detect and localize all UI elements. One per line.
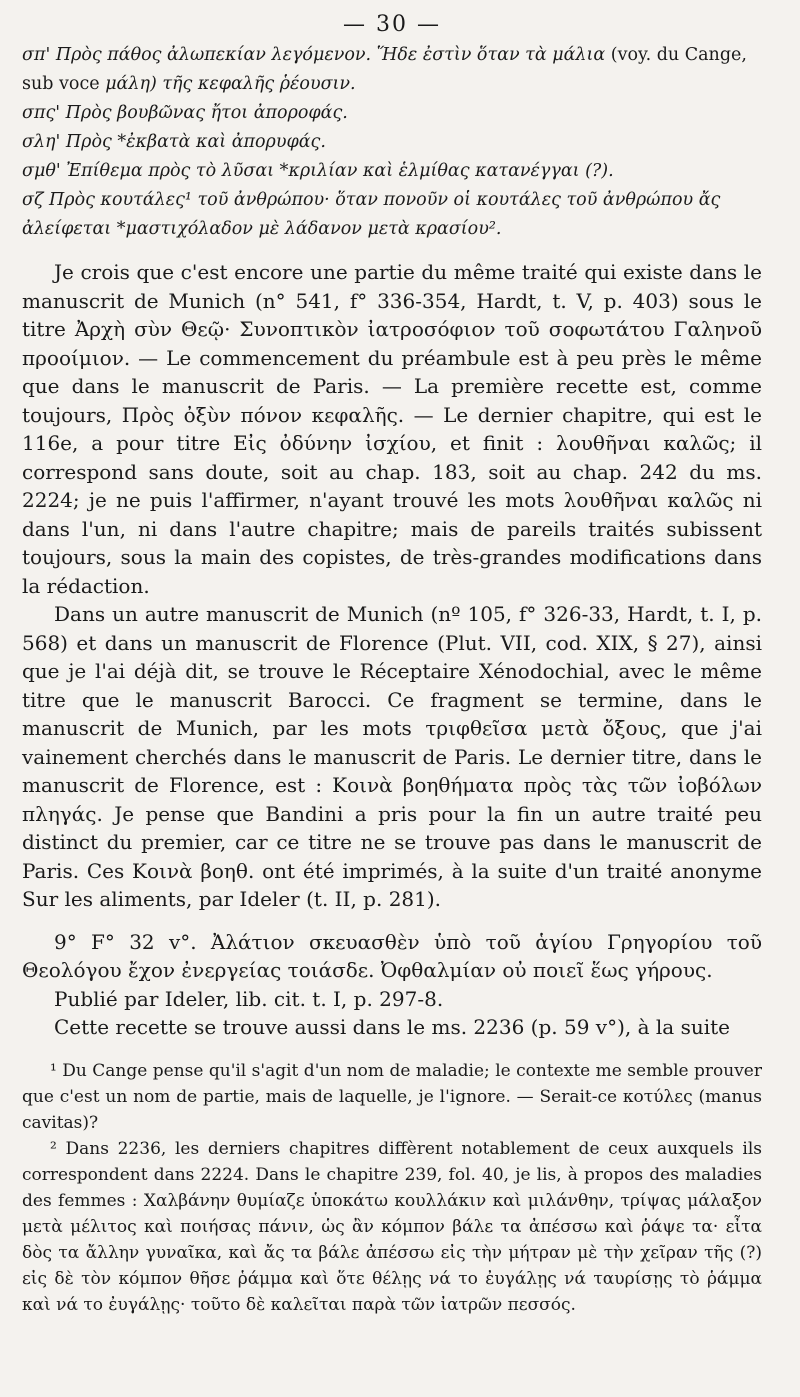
- entry-text: sub voce: [22, 74, 100, 94]
- entry-text: Πρὸς *ἐκβατὰ καὶ ἀπορυφάς.: [65, 132, 326, 152]
- entry-tail: (voy. du Cange,: [610, 45, 747, 65]
- entry-number: σλη': [22, 132, 61, 152]
- paragraph: 9° F° 32 v°. Ἀλάτιον σκευασθὲν ὑπὸ τοῦ ἁγίου Γρηγορίου τοῦ Θεολόγου ἔχον ἐνεργείας τοιάσδε. Ὀφθαλμίαν οὐ ποιεῖ ἕως γήρους.: [22, 929, 762, 982]
- entry-number: σμθ': [22, 161, 61, 181]
- recipe-entry: [22, 128, 762, 157]
- paragraph: Je crois que c'est encore une partie du même traité qui existe dans le manuscrit de Munich (n° 541, f° 336-354, Hardt, t. V, p. 403) sous le titre Ἀρχὴ σὺν Θεῷ· Συνοπτικὸν ἰατροσόφιον τοῦ σοφωτάτου Γαληνοῦ προοίμιον. — Le commencement du préambule est à peu près le même que dans le manuscrit de Paris. — La première recette est, comme toujours, Πρὸς ὀξὺν πόνον κεφαλῆς. — Le dernier chapitre, qui est le 116e, a pour titre Εἰς ὀδύνην ἰσχίου, et finit : λουθῆναι καλῶς; il correspond sans doute, soit au chap. 183, soit au chap. 242 du ms. 2224; je ne puis l'affirmer, n'ayant trouvé les mots λουθῆναι καλῶς ni dans l'un, ni dans l'autre chapitre; mais de pareils traités subissent toujours, sous la main des copistes, de très-grandes modifications dans la rédaction.: [22, 260, 762, 598]
- entry-text: Ἐπίθεμα πρὸς τὸ λῦσαι *κριλίαν καὶ ἑλμίθας κατανέγγαι (?).: [66, 161, 614, 181]
- recipe-entry: [22, 41, 762, 70]
- paragraph: Cette recette se trouve aussi dans le ms. 2236 (p. 59 v°), à la suite: [54, 1015, 730, 1039]
- entry-number: σπς': [22, 103, 61, 123]
- entry-tail: μάλη) τῆς κεφαλῆς ῥέουσιν.: [105, 74, 356, 94]
- entry-number: σπ': [22, 45, 51, 65]
- footnote: ² Dans 2236, les derniers chapitres diffèrent notablement de ceux auxquels ils correspondent dans 2224. Dans le chapitre 239, fol. 40, je lis, à propos des maladies des femmes : Χαλβάνην θυμίαζε ὑποκάτω κουλλάκιν καὶ μιλάνθην, τρίψας μάλαξον μετὰ μέλιτος καὶ ποιήσας πάνιν, ὡς ἂν κόμπον βάλε τα ἀπέσσω καὶ ῥάψε τα· εἶτα δὸς τα ἄλλην γυναῖκα, καὶ ἄς τα βάλε ἀπέσσω εἰς τὴν μήτραν μὲ τὴν χεῖραν τῆς (?) εἰς δὲ τὸν κόμπον θῆσε ῥάμμα καὶ ὅτε θέλῃς νά το ἐυγάλῃς νά ταυρίσῃς τὸ ῥάμμα καὶ νά το ἐυγάλῃς· τοῦτο δὲ καλεῖται παρὰ τῶν ἰατρῶν πεσσός.: [22, 1138, 762, 1315]
- footnote: ¹ Du Cange pense qu'il s'agit d'un nom de maladie; le contexte me semble prouver que c'est un nom de partie, mais de laquelle, je l'ignore. — Serait-ce κοτύλες (manus cavitas)?: [22, 1060, 762, 1133]
- page-number: — 30 —: [343, 12, 441, 37]
- paragraph: Publié par Ideler, lib. cit. t. I, p. 297-8.: [54, 986, 444, 1011]
- entry-text: Πρὸς πάθος ἀλωπεκίαν λεγόμενον. Ἥδε ἐστὶν ὅταν τὰ μάλια: [55, 45, 606, 65]
- footnotes: [22, 1058, 762, 1318]
- entry-number: σζ: [22, 190, 44, 210]
- recipe-entry: [22, 215, 762, 244]
- paragraph: Dans un autre manuscrit de Munich (nº 105, f° 326-33, Hardt, t. I, p. 568) et dans un manuscrit de Florence (Plut. VII, cod. XIX, § 27), ainsi que je l'ai déjà dit, se trouve le Réceptaire Xénodochial, avec le même titre que le manuscrit Barocci. Ce fragment se termine, dans le manuscrit de Munich, par les mots τριφθεῖσα μετὰ ὄξους, que j'ai vainement cherchés dans le manuscrit de Paris. Le dernier titre, dans le manuscrit de Florence, est : Κοινὰ βοηθήματα πρὸς τὰς τῶν ἰοβόλων πληγάς. Je pense que Bandini a pris pour la fin un autre traité peu distinct du premier, car ce titre ne se trouve pas dans le manuscrit de Paris. Ces Κοινὰ βοηθ. ont été imprimés, à la suite d'un traité anonyme Sur les aliments, par Ideler (t. II, p. 281).: [22, 602, 762, 911]
- entry-text: Πρὸς βουβῶνας ἤτοι ἀποροφάς.: [65, 103, 348, 123]
- recipe-entry: [22, 70, 762, 99]
- recipe-entry: [22, 99, 762, 128]
- recipe-entry: [22, 186, 762, 215]
- recipe-list: [22, 41, 762, 244]
- entry-text: ἀλείφεται *μαστιχόλαδον μὲ λάδανον μετὰ κρασίου².: [22, 219, 502, 239]
- entry-text: Πρὸς κουτάλες¹ τοῦ ἀνθρώπου· ὅταν πονοῦν οἱ κουτάλες τοῦ ἀνθρώπου ἄς: [49, 190, 721, 210]
- recipe-entry: [22, 157, 762, 186]
- main-text: [22, 258, 762, 1042]
